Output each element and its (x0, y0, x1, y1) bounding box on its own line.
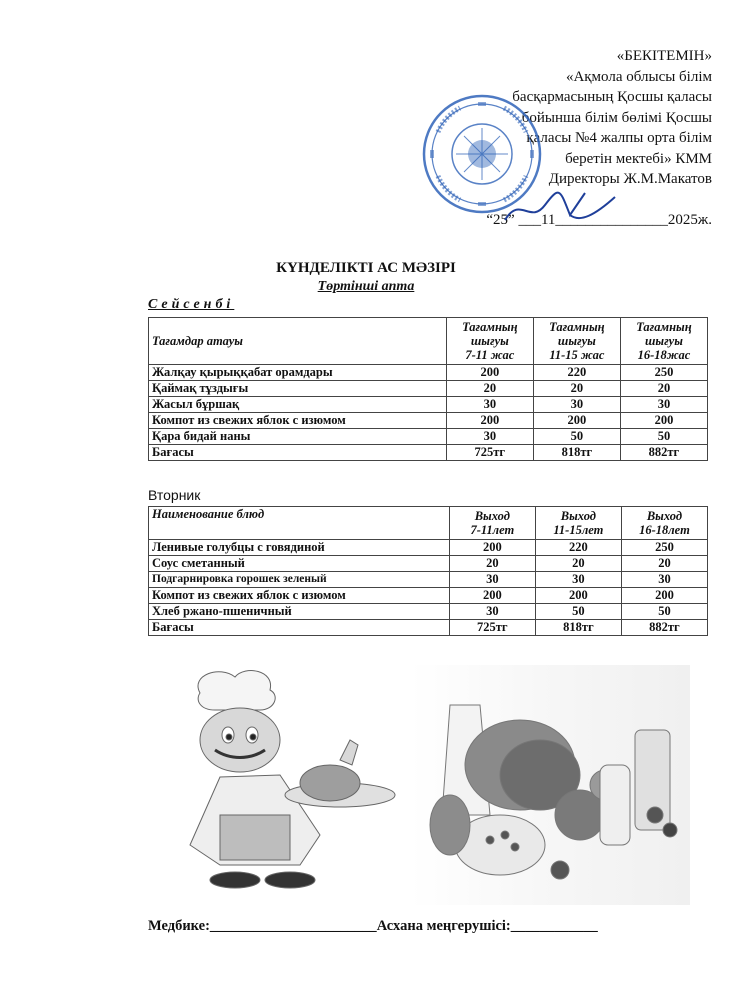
portion-16-18: 200 (621, 588, 707, 604)
dish-name: Ленивые голубцы с говядиной (149, 540, 450, 556)
portion-16-18: 250 (620, 365, 707, 381)
portion-7-11: 200 (449, 540, 535, 556)
portion-11-15: 20 (533, 381, 620, 397)
portion-16-18: 20 (621, 556, 707, 572)
nurse-signature-field: Медбике:_______________________ (148, 918, 377, 934)
dish-name: Қаймақ тұздығы (149, 381, 447, 397)
table-row (149, 540, 708, 556)
portion-11-15: 200 (535, 588, 621, 604)
header-line: 16-18лет (639, 523, 690, 537)
header-line: Выход (646, 509, 683, 523)
portion-11-15: 220 (535, 540, 621, 556)
table-row (149, 556, 708, 572)
dish-name: Компот из свежих яблок с изюмом (149, 588, 450, 604)
header-age-7-11 (449, 507, 535, 540)
header-line: 7-11лет (470, 523, 515, 537)
portion-11-15: 20 (535, 556, 621, 572)
header-age-7-11 (446, 318, 533, 365)
day-heading-tuesday-ru: Вторник (148, 487, 201, 503)
table-row (149, 413, 708, 429)
portion-7-11: 20 (446, 381, 533, 397)
header-dish-name: Наименование блюд (149, 507, 450, 540)
director-signature (500, 185, 620, 230)
price-16-18: 882тг (620, 445, 707, 461)
price-label: Бағасы (149, 620, 450, 636)
header-age-11-15 (535, 507, 621, 540)
price-7-11: 725тг (449, 620, 535, 636)
approval-line: беретін мектебі» КММ (565, 150, 712, 167)
portion-11-15: 30 (535, 572, 621, 588)
dish-name: Компот из свежих яблок с изюмом (149, 413, 447, 429)
header-line: 11-15 жас (549, 348, 605, 362)
portion-16-18: 30 (621, 572, 707, 588)
portion-7-11: 30 (446, 429, 533, 445)
table-row (149, 588, 708, 604)
header-age-11-15 (533, 318, 620, 365)
portion-16-18: 200 (620, 413, 707, 429)
price-16-18: 882тг (621, 620, 707, 636)
portion-7-11: 30 (446, 397, 533, 413)
dish-name: Хлеб ржано-пшеничный (149, 604, 450, 620)
portion-16-18: 20 (620, 381, 707, 397)
dish-name: Подгарнировка горошек зеленый (149, 572, 450, 588)
portion-16-18: 30 (620, 397, 707, 413)
header-line: Выход (560, 509, 596, 523)
dish-name: Жасыл бұршақ (149, 397, 447, 413)
menu-table-ru (148, 506, 708, 636)
portion-16-18: 50 (621, 604, 707, 620)
table-row (149, 365, 708, 381)
approval-line: «Ақмола облысы білім (565, 68, 712, 85)
portion-11-15: 30 (533, 397, 620, 413)
portion-7-11: 200 (446, 365, 533, 381)
header-line: Тағамның (636, 320, 692, 334)
header-line: Тағамның (462, 320, 518, 334)
dish-name: Жалқау қырыққабат орамдары (149, 365, 447, 381)
header-line: 7-11 жас (465, 348, 515, 362)
dish-name: Қара бидай наны (149, 429, 447, 445)
document-title: КҮНДЕЛІКТІ АС МӘЗІРІ (276, 260, 456, 276)
chef-food-illustration (180, 665, 690, 905)
table-row (149, 381, 708, 397)
portion-7-11: 200 (446, 413, 533, 429)
portion-16-18: 50 (620, 429, 707, 445)
price-7-11: 725тг (446, 445, 533, 461)
price-row (149, 620, 708, 636)
table-header-row (149, 507, 708, 540)
approval-line: бойынша білім бөлімі Қосшы (521, 109, 712, 126)
header-age-16-18 (621, 507, 707, 540)
header-age-16-18 (620, 318, 707, 365)
price-label: Бағасы (149, 445, 447, 461)
day-heading-tuesday-kz: Сейсенбі (148, 297, 235, 312)
header-line: шығуы (470, 334, 509, 348)
menu-table-kz (148, 317, 708, 461)
table-row (149, 604, 708, 620)
canteen-manager-signature-field: Асхана меңгерушісі:____________ (376, 918, 598, 934)
approval-line: басқармасының Қосшы қаласы (512, 89, 712, 105)
header-line: 16-18жас (637, 348, 691, 362)
header-dish-name: Тағамдар атауы (149, 318, 447, 365)
dish-name: Соус сметанный (149, 556, 450, 572)
price-11-15: 818тг (533, 445, 620, 461)
approval-line: қаласы №4 жалпы орта білім (526, 130, 712, 146)
approval-date: “25” ___11_______________2025ж. (486, 211, 712, 228)
header-line: Тағамның (549, 320, 605, 334)
approval-line: Директоры Ж.М.Макатов (548, 171, 712, 187)
portion-7-11: 30 (449, 572, 535, 588)
portion-11-15: 220 (533, 365, 620, 381)
price-11-15: 818тг (535, 620, 621, 636)
week-subtitle: Төртінші апта (317, 279, 415, 294)
header-line: шығуы (557, 334, 596, 348)
signature-footer (148, 918, 598, 935)
approval-line: «БЕКІТЕМІН» (616, 48, 712, 64)
table-header-row (149, 318, 708, 365)
price-row (149, 445, 708, 461)
header-line: Выход (474, 509, 510, 523)
portion-7-11: 20 (449, 556, 535, 572)
portion-11-15: 50 (535, 604, 621, 620)
portion-11-15: 200 (533, 413, 620, 429)
portion-7-11: 30 (449, 604, 535, 620)
portion-16-18: 250 (621, 540, 707, 556)
portion-11-15: 50 (533, 429, 620, 445)
header-line: шығуы (644, 334, 683, 348)
portion-7-11: 200 (449, 588, 535, 604)
table-row (149, 429, 708, 445)
chef-icon (190, 671, 395, 888)
header-line: 11-15лет (553, 523, 604, 537)
table-row (149, 572, 708, 588)
table-row (149, 397, 708, 413)
